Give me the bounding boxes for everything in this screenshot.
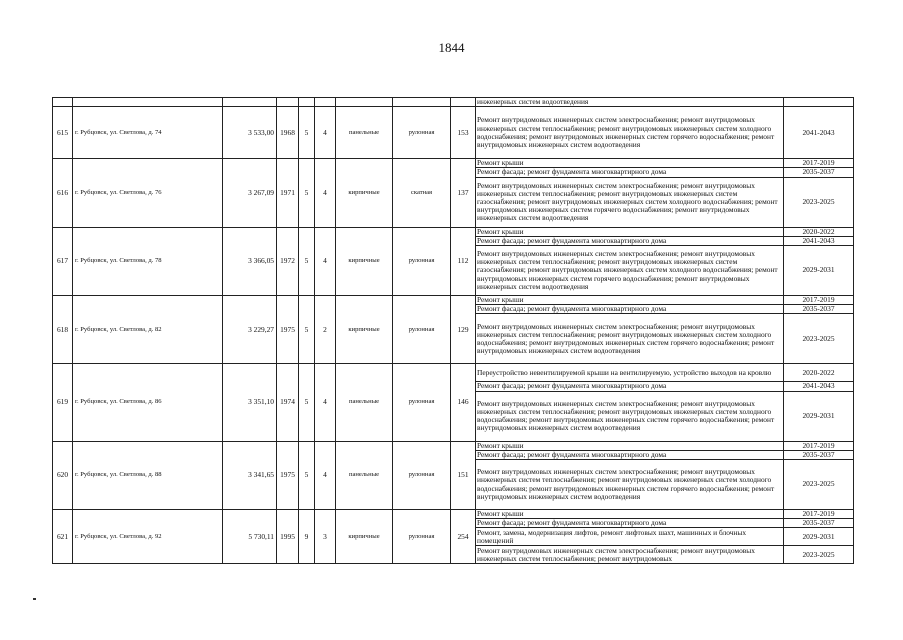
work-description: Ремонт крыши <box>476 441 784 450</box>
table-row <box>53 296 854 305</box>
record-number: 620 <box>53 441 73 509</box>
cell-empty <box>299 98 315 107</box>
entrances: 4 <box>315 441 336 509</box>
work-period: 2023-2025 <box>784 546 854 564</box>
work-period: 2035-2037 <box>784 168 854 177</box>
wall-material: кирпичные <box>336 227 393 295</box>
work-period: 2017-2019 <box>784 159 854 168</box>
build-year: 1971 <box>277 159 299 227</box>
floors: 5 <box>299 296 315 364</box>
floors: 5 <box>299 159 315 227</box>
roof-type: рулонная <box>393 296 451 364</box>
entrances: 2 <box>315 296 336 364</box>
cell-empty <box>784 98 854 107</box>
work-description: Ремонт крыши <box>476 296 784 305</box>
table-row <box>53 227 854 236</box>
work-description: Ремонт крыши <box>476 510 784 519</box>
work-period: 2017-2019 <box>784 296 854 305</box>
work-description: Ремонт крыши <box>476 159 784 168</box>
build-year: 1995 <box>277 510 299 564</box>
cell-empty <box>336 98 393 107</box>
build-year: 1968 <box>277 107 299 159</box>
build-year: 1974 <box>277 364 299 441</box>
address: г. Рубцовск, ул. Светлова, д. 74 <box>73 107 223 159</box>
work-description: инженерных систем водоотведения <box>476 98 784 107</box>
total-area: 3 267,09 <box>223 159 277 227</box>
table-body <box>53 98 854 564</box>
cell-empty <box>223 98 277 107</box>
entrances: 4 <box>315 107 336 159</box>
build-year: 1972 <box>277 227 299 295</box>
work-description: Ремонт фасада; ремонт фундамента многоквартирного дома <box>476 305 784 314</box>
work-description: Ремонт, замена, модернизация лифтов, ремонт лифтовых шахт, машинных и блочных помещений <box>476 528 784 546</box>
work-period: 2035-2037 <box>784 519 854 528</box>
roof-type: скатная <box>393 159 451 227</box>
work-description: Ремонт фасада; ремонт фундамента многоквартирного дома <box>476 382 784 391</box>
work-period: 2035-2037 <box>784 305 854 314</box>
work-description: Ремонт крыши <box>476 227 784 236</box>
work-description: Ремонт внутридомовых инженерных систем электроснабжения; ремонт внутридомовых инженерных систем теплоснабжения; ремонт внутридомовых <box>476 546 784 564</box>
floors: 5 <box>299 227 315 295</box>
work-period: 2029-2031 <box>784 246 854 296</box>
work-period: 2020-2022 <box>784 364 854 382</box>
address: г. Рубцовск, ул. Светлова, д. 92 <box>73 510 223 564</box>
total-area: 3 366,05 <box>223 227 277 295</box>
floors: 9 <box>299 510 315 564</box>
total-area: 3 229,27 <box>223 296 277 364</box>
cell-empty <box>393 98 451 107</box>
work-period: 2041-2043 <box>784 382 854 391</box>
work-description: Ремонт внутридомовых инженерных систем электроснабжения; ремонт внутридомовых инженерных систем теплоснабжения; ремонт внутридомовых инженерных систем холодного водоснабжения; ремонт внутридомовых инженерных систем горячего водоснабжения; ремонт внутридомовых инженерных систем водоотведения <box>476 460 784 510</box>
total-area: 5 730,11 <box>223 510 277 564</box>
floors: 5 <box>299 364 315 441</box>
floors: 5 <box>299 441 315 509</box>
total-area: 3 341,65 <box>223 441 277 509</box>
cell-empty <box>451 98 476 107</box>
work-description: Ремонт фасада; ремонт фундамента многоквартирного дома <box>476 450 784 459</box>
record-number: 619 <box>53 364 73 441</box>
table-row <box>53 441 854 450</box>
entrances: 3 <box>315 510 336 564</box>
work-description: Ремонт внутридомовых инженерных систем электроснабжения; ремонт внутридомовых инженерных систем теплоснабжения; ремонт внутридомовых инженерных систем холодного водоснабжения; ремонт внутридомовых инженерных систем горячего водоснабжения; ремонт внутридомовых инженерных систем водоотведения <box>476 314 784 364</box>
apartments: 151 <box>451 441 476 509</box>
work-period: 2020-2022 <box>784 227 854 236</box>
roof-type: рулонная <box>393 107 451 159</box>
work-description: Ремонт фасада; ремонт фундамента многоквартирного дома <box>476 519 784 528</box>
work-description: Ремонт фасада; ремонт фундамента многоквартирного дома <box>476 236 784 245</box>
address: г. Рубцовск, ул. Светлова, д. 82 <box>73 296 223 364</box>
build-year: 1975 <box>277 296 299 364</box>
record-number: 617 <box>53 227 73 295</box>
address: г. Рубцовск, ул. Светлова, д. 78 <box>73 227 223 295</box>
build-year: 1975 <box>277 441 299 509</box>
address: г. Рубцовск, ул. Светлова, д. 88 <box>73 441 223 509</box>
work-description: Ремонт внутридомовых инженерных систем электроснабжения; ремонт внутридомовых инженерных систем теплоснабжения; ремонт внутридомовых инженерных систем газоснабжения; ремонт внутридомовых инженерных систем холодного водоснабжения; ремонт внутридомовых инженерных систем горячего водоснабжения; ремонт внутридомовых инженерных систем водоотведения <box>476 177 784 227</box>
total-area: 3 533,00 <box>223 107 277 159</box>
roof-type: рулонная <box>393 364 451 441</box>
work-description: Ремонт внутридомовых инженерных систем электроснабжения; ремонт внутридомовых инженерных систем теплоснабжения; ремонт внутридомовых инженерных систем газоснабжения; ремонт внутридомовых инженерных систем холодного водоснабжения; ремонт внутридомовых инженерных систем горячего водоснабжения; ремонт внутридомовых инженерных систем водоотведения <box>476 246 784 296</box>
wall-material: панельные <box>336 107 393 159</box>
work-period: 2017-2019 <box>784 510 854 519</box>
work-description: Ремонт внутридомовых инженерных систем электроснабжения; ремонт внутридомовых инженерных систем теплоснабжения; ремонт внутридомовых инженерных систем холодного водоснабжения; ремонт внутридомовых инженерных систем горячего водоснабжения; ремонт внутридомовых инженерных систем водоотведения <box>476 391 784 441</box>
table-row-continuation <box>53 98 854 107</box>
cell-empty <box>73 98 223 107</box>
work-period: 2041-2043 <box>784 107 854 159</box>
entrances: 4 <box>315 227 336 295</box>
table-row <box>53 159 854 168</box>
cell-empty <box>53 98 73 107</box>
work-period: 2029-2031 <box>784 528 854 546</box>
wall-material: панельные <box>336 364 393 441</box>
table-row <box>53 364 854 382</box>
work-period: 2023-2025 <box>784 314 854 364</box>
work-period: 2041-2043 <box>784 236 854 245</box>
apartments: 254 <box>451 510 476 564</box>
wall-material: кирпичные <box>336 159 393 227</box>
record-number: 618 <box>53 296 73 364</box>
apartments: 146 <box>451 364 476 441</box>
work-description: Ремонт внутридомовых инженерных систем электроснабжения; ремонт внутридомовых инженерных систем теплоснабжения; ремонт внутридомовых инженерных систем холодного водоснабжения; ремонт внутридомовых инженерных систем горячего водоснабжения; ремонт внутридомовых инженерных систем водоотведения <box>476 107 784 159</box>
work-period: 2035-2037 <box>784 450 854 459</box>
address: г. Рубцовск, ул. Светлова, д. 76 <box>73 159 223 227</box>
table-row <box>53 107 854 159</box>
work-description: Ремонт фасада; ремонт фундамента многоквартирного дома <box>476 168 784 177</box>
work-period: 2017-2019 <box>784 441 854 450</box>
roof-type: рулонная <box>393 227 451 295</box>
total-area: 3 351,10 <box>223 364 277 441</box>
record-number: 621 <box>53 510 73 564</box>
table-row <box>53 510 854 519</box>
cell-empty <box>277 98 299 107</box>
apartments: 129 <box>451 296 476 364</box>
address: г. Рубцовск, ул. Светлова, д. 86 <box>73 364 223 441</box>
capital-repair-table <box>52 97 854 564</box>
wall-material: кирпичные <box>336 510 393 564</box>
apartments: 153 <box>451 107 476 159</box>
apartments: 137 <box>451 159 476 227</box>
roof-type: рулонная <box>393 441 451 509</box>
apartments: 112 <box>451 227 476 295</box>
scan-speck <box>33 598 36 600</box>
record-number: 615 <box>53 107 73 159</box>
entrances: 4 <box>315 159 336 227</box>
page-number: 1844 <box>438 40 465 55</box>
work-period: 2023-2025 <box>784 460 854 510</box>
floors: 5 <box>299 107 315 159</box>
record-number: 616 <box>53 159 73 227</box>
work-period: 2023-2025 <box>784 177 854 227</box>
work-description: Переустройство невентилируемой крыши на вентилируемую, устройство выходов на кровлю <box>476 364 784 382</box>
wall-material: кирпичные <box>336 296 393 364</box>
work-period: 2029-2031 <box>784 391 854 441</box>
cell-empty <box>315 98 336 107</box>
wall-material: панельные <box>336 441 393 509</box>
entrances: 4 <box>315 364 336 441</box>
roof-type: рулонная <box>393 510 451 564</box>
